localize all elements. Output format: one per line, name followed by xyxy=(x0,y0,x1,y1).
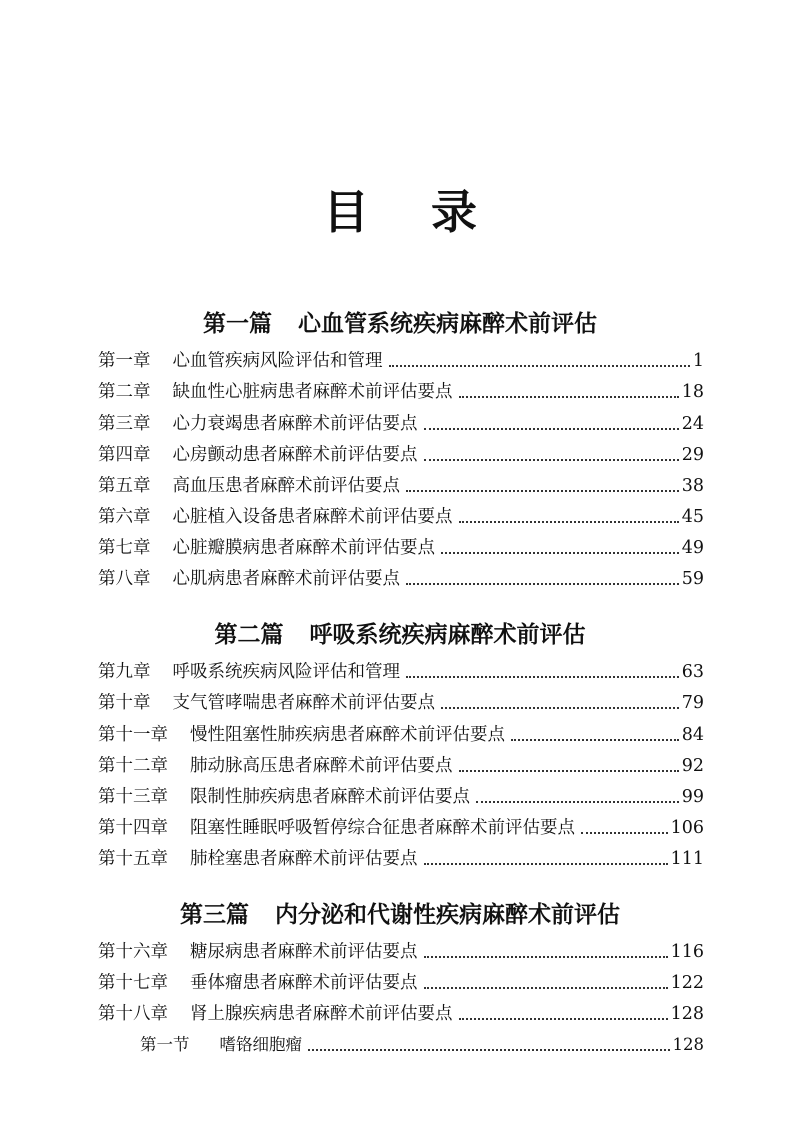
toc-entry[interactable] xyxy=(98,815,704,841)
chapter-title: 慢性阻塞性肺疾病患者麻醉术前评估要点 xyxy=(190,725,505,745)
page-number: 49 xyxy=(681,538,704,558)
page-number: 106 xyxy=(670,818,704,838)
chapter-number: 第十四章 xyxy=(98,818,168,838)
page-number: 45 xyxy=(681,507,704,527)
page-number: 59 xyxy=(681,569,704,589)
toc-entry[interactable] xyxy=(98,690,704,716)
page-number: 29 xyxy=(681,445,704,465)
page-number: 122 xyxy=(670,973,704,993)
page-title xyxy=(0,176,800,242)
dot-leader xyxy=(459,769,679,772)
dot-leader xyxy=(459,1017,668,1020)
dot-leader xyxy=(424,862,668,865)
chapter-title: 心肌病患者麻醉术前评估要点 xyxy=(172,569,400,589)
page-number: 79 xyxy=(681,693,704,713)
chapter-number: 第一章 xyxy=(98,351,151,371)
chapter-number: 第十章 xyxy=(98,693,151,713)
part-heading-1 xyxy=(0,305,800,338)
page-number: 111 xyxy=(670,849,704,869)
chapter-title: 心血管疾病风险评估和管理 xyxy=(172,351,383,371)
dot-leader xyxy=(308,1048,670,1051)
toc-entry[interactable] xyxy=(98,939,704,965)
toc-entry[interactable] xyxy=(98,659,704,685)
toc-section-entry[interactable] xyxy=(140,1032,704,1058)
dot-leader xyxy=(389,364,690,367)
page-number: 1 xyxy=(692,351,704,371)
section-number: 第一节 xyxy=(140,1035,190,1054)
chapter-title: 心脏植入设备患者麻醉术前评估要点 xyxy=(172,507,453,527)
part-label: 第二篇 xyxy=(214,622,284,648)
chapter-title: 肺栓塞患者麻醉术前评估要点 xyxy=(190,849,418,869)
page-number: 84 xyxy=(681,725,704,745)
chapter-number: 第四章 xyxy=(98,445,151,465)
page-number: 128 xyxy=(670,1004,704,1024)
page-number: 63 xyxy=(681,662,704,682)
chapter-title: 垂体瘤患者麻醉术前评估要点 xyxy=(190,973,418,993)
part-title: 心血管系统疾病麻醉术前评估 xyxy=(298,311,597,337)
toc-entry[interactable] xyxy=(98,970,704,996)
page-number: 92 xyxy=(681,756,704,776)
toc-entry[interactable] xyxy=(98,784,704,810)
chapter-number: 第十三章 xyxy=(98,787,168,807)
page-title-char-2: 录 xyxy=(431,185,477,239)
chapter-title: 糖尿病患者麻醉术前评估要点 xyxy=(190,942,418,962)
chapter-number: 第六章 xyxy=(98,507,151,527)
toc-entry[interactable] xyxy=(98,1001,704,1027)
chapter-number: 第十二章 xyxy=(98,756,168,776)
toc-entry[interactable] xyxy=(98,411,704,437)
toc-entry[interactable] xyxy=(98,504,704,530)
chapter-title: 肺动脉高压患者麻醉术前评估要点 xyxy=(190,756,453,776)
page-number: 24 xyxy=(681,414,704,434)
toc-entry[interactable] xyxy=(98,566,704,592)
chapter-number: 第三章 xyxy=(98,414,151,434)
dot-leader xyxy=(424,427,679,430)
chapter-title: 阻塞性睡眠呼吸暂停综合征患者麻醉术前评估要点 xyxy=(190,818,575,838)
toc-entry[interactable] xyxy=(98,722,704,748)
chapter-title: 心力衰竭患者麻醉术前评估要点 xyxy=(172,414,418,434)
chapter-number: 第十七章 xyxy=(98,973,168,993)
dot-leader xyxy=(406,582,679,585)
part-title: 内分泌和代谢性疾病麻醉术前评估 xyxy=(275,902,620,928)
dot-leader xyxy=(441,706,679,709)
chapter-title: 呼吸系统疾病风险评估和管理 xyxy=(172,662,400,682)
chapter-number: 第五章 xyxy=(98,476,151,496)
chapter-title: 缺血性心脏病患者麻醉术前评估要点 xyxy=(172,382,453,402)
chapter-number: 第二章 xyxy=(98,382,151,402)
dot-leader xyxy=(406,675,679,678)
chapter-number: 第九章 xyxy=(98,662,151,682)
dot-leader xyxy=(424,955,668,958)
chapter-title: 肾上腺疾病患者麻醉术前评估要点 xyxy=(190,1004,453,1024)
chapter-number: 第十八章 xyxy=(98,1004,168,1024)
toc-entry[interactable] xyxy=(98,379,704,405)
dot-leader xyxy=(424,458,679,461)
toc-entry[interactable] xyxy=(98,753,704,779)
dot-leader xyxy=(441,551,679,554)
part-heading-2 xyxy=(0,616,800,649)
dot-leader xyxy=(459,395,679,398)
chapter-title: 心房颤动患者麻醉术前评估要点 xyxy=(172,445,418,465)
page-number: 116 xyxy=(670,942,704,962)
section-title: 嗜铬细胞瘤 xyxy=(219,1035,302,1054)
toc-entry[interactable] xyxy=(98,535,704,561)
toc-entry[interactable] xyxy=(98,846,704,872)
part-title: 呼吸系统疾病麻醉术前评估 xyxy=(309,622,586,648)
dot-leader xyxy=(424,986,668,989)
part-label: 第一篇 xyxy=(203,311,272,337)
toc-entry[interactable] xyxy=(98,348,704,374)
dot-leader xyxy=(511,738,679,741)
toc-entry[interactable] xyxy=(98,473,704,499)
dot-leader xyxy=(459,520,679,523)
page-number: 18 xyxy=(681,382,704,402)
chapter-number: 第十一章 xyxy=(98,725,168,745)
dot-leader xyxy=(406,489,679,492)
chapter-number: 第十六章 xyxy=(98,942,168,962)
chapter-number: 第七章 xyxy=(98,538,151,558)
page-number: 99 xyxy=(681,787,704,807)
chapter-title: 心脏瓣膜病患者麻醉术前评估要点 xyxy=(172,538,435,558)
page-title-char-1: 目 xyxy=(323,185,369,239)
chapter-title: 支气管哮喘患者麻醉术前评估要点 xyxy=(172,693,435,713)
dot-leader xyxy=(581,831,668,834)
toc-entry[interactable] xyxy=(98,442,704,468)
page-number: 38 xyxy=(681,476,704,496)
chapter-number: 第八章 xyxy=(98,569,151,589)
part-heading-3 xyxy=(0,896,800,929)
page-number: 128 xyxy=(672,1035,704,1054)
chapter-number: 第十五章 xyxy=(98,849,168,869)
dot-leader xyxy=(476,800,679,803)
chapter-title: 高血压患者麻醉术前评估要点 xyxy=(172,476,400,496)
chapter-title: 限制性肺疾病患者麻醉术前评估要点 xyxy=(190,787,470,807)
part-label: 第三篇 xyxy=(180,902,249,928)
